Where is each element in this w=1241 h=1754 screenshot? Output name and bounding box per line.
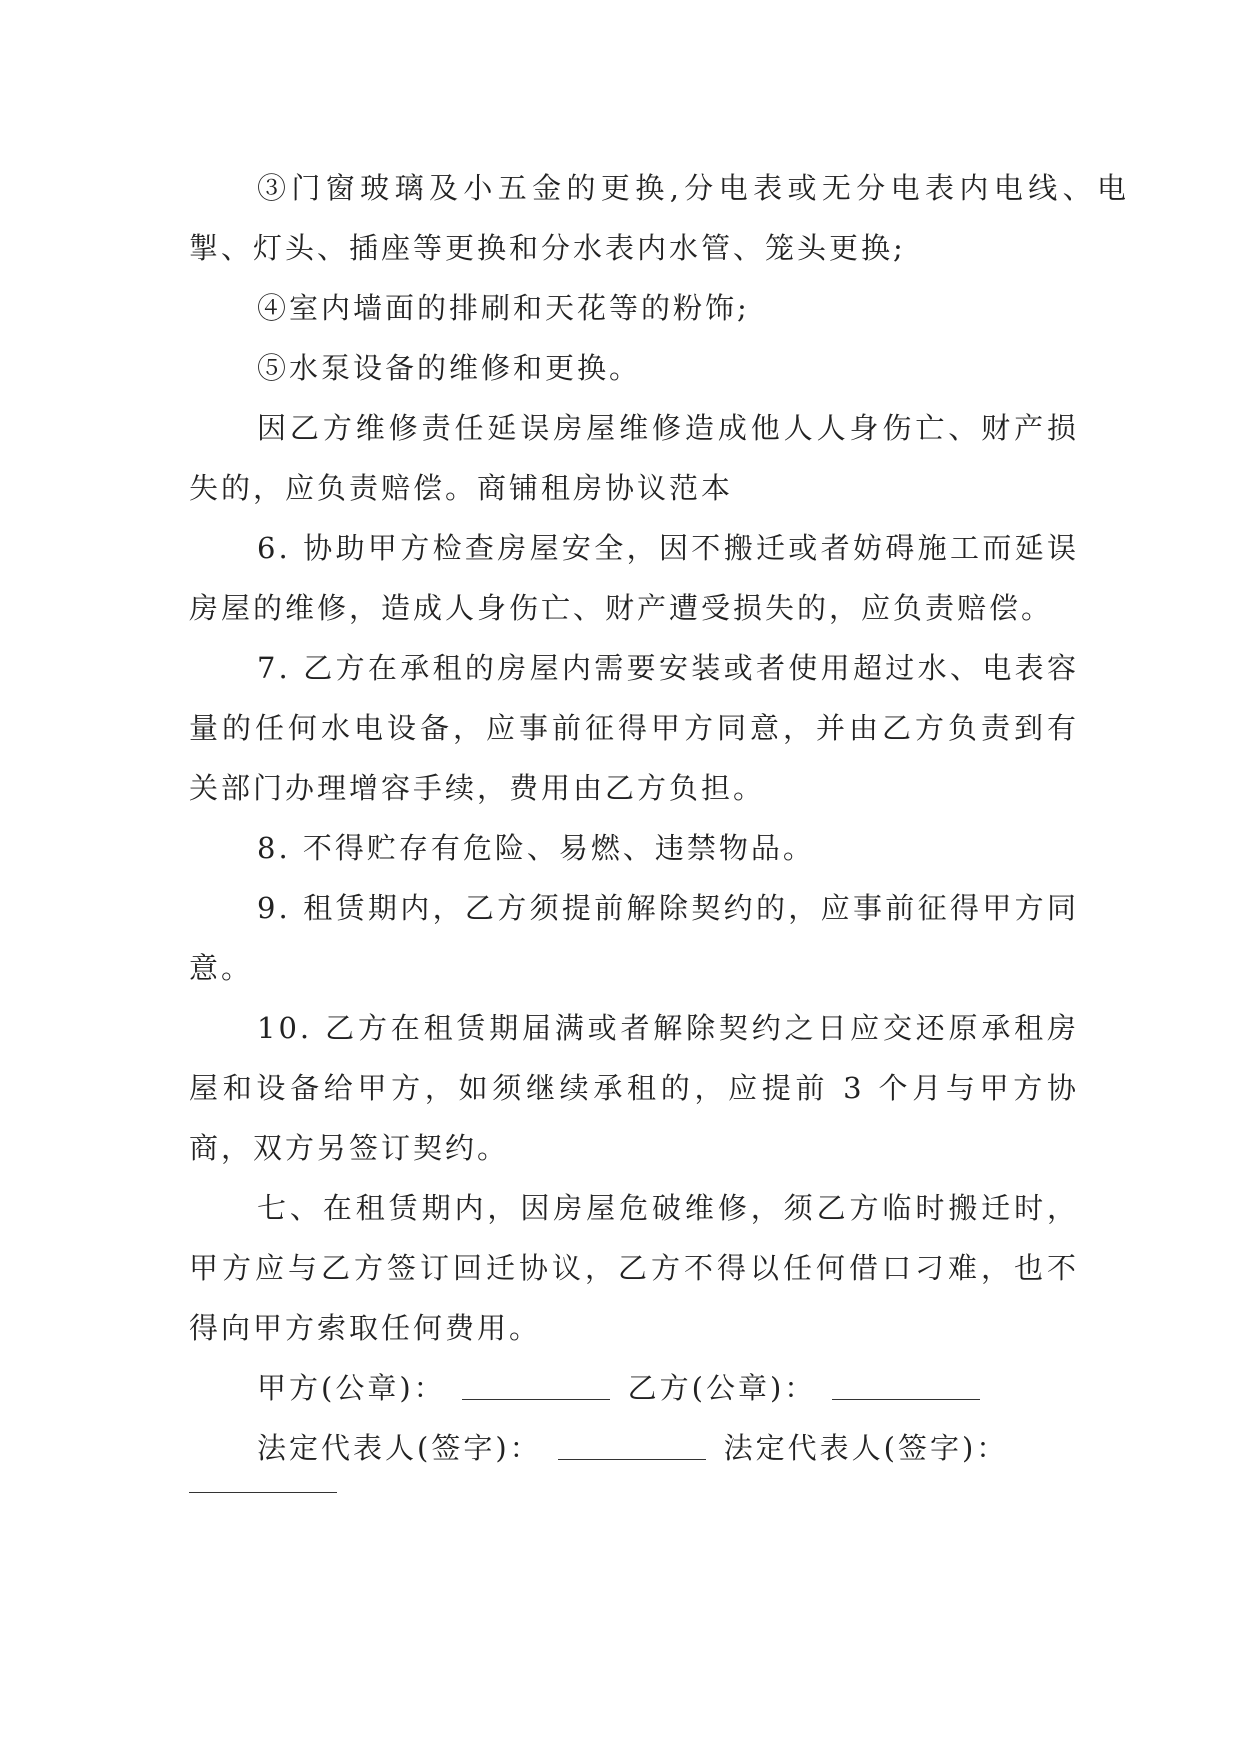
legal-rep-a-label: 法定代表人(签字)： <box>257 1431 542 1465</box>
document-body <box>189 158 1129 1493</box>
paragraph-item-4: ④室内墙面的排刷和天花等的粉饰; <box>257 291 750 325</box>
paragraph-clause-6: 6. 协助甲方检查房屋安全，因不搬迁或者妨碍施工而延误房屋的维修，造成人身伤亡、财产遭受损失的，应负责赔偿。 <box>189 531 1079 625</box>
legal-rep-b-blank[interactable] <box>189 1492 337 1493</box>
paragraph-section-7: 七、在租赁期内，因房屋危破维修，须乙方临时搬迁时，甲方应与乙方签订回迁协议，乙方不得以任何借口刁难，也不得向甲方索取任何费用。 <box>189 1191 1079 1345</box>
paragraph-item-5: ⑤水泵设备的维修和更换。 <box>257 351 642 385</box>
party-a-seal-label: 甲方(公章)： <box>257 1371 446 1405</box>
paragraph-clause-7: 7. 乙方在承租的房屋内需要安装或者使用超过水、电表容量的任何水电设备，应事前征得甲方同意，并由乙方负责到有关部门办理增容手续，费用由乙方负担。 <box>189 651 1079 805</box>
party-b-seal-label: 乙方(公章)： <box>627 1371 817 1405</box>
paragraph-item-3: ③门窗玻璃及小五金的更换,分电表或无分电表内电线、电掣、灯头、插座等更换和分水表内水管、笼头更换; <box>189 171 1129 265</box>
paragraph-clause-10: 10. 乙方在租赁期届满或者解除契约之日应交还原承租房屋和设备给甲方，如须继续承租的，应提前 3 个月与甲方协商，双方另签订契约。 <box>189 1011 1079 1165</box>
signature-row-seal <box>189 1358 1079 1418</box>
paragraph-clause-9: 9. 租赁期内，乙方须提前解除契约的，应事前征得甲方同意。 <box>189 891 1079 985</box>
party-a-seal-blank[interactable] <box>462 1371 610 1400</box>
paragraph-clause-8: 8. 不得贮存有危险、易燃、违禁物品。 <box>257 831 815 865</box>
paragraph-repair-liability: 因乙方维修责任延误房屋维修造成他人人身伤亡、财产损失的，应负责赔偿。商铺租房协议范本 <box>189 411 1079 505</box>
signature-row-legal-rep <box>189 1418 1079 1478</box>
party-b-seal-blank[interactable] <box>832 1371 980 1400</box>
legal-rep-b-label: 法定代表人(签字)： <box>723 1431 1009 1465</box>
legal-rep-a-blank[interactable] <box>558 1431 706 1460</box>
